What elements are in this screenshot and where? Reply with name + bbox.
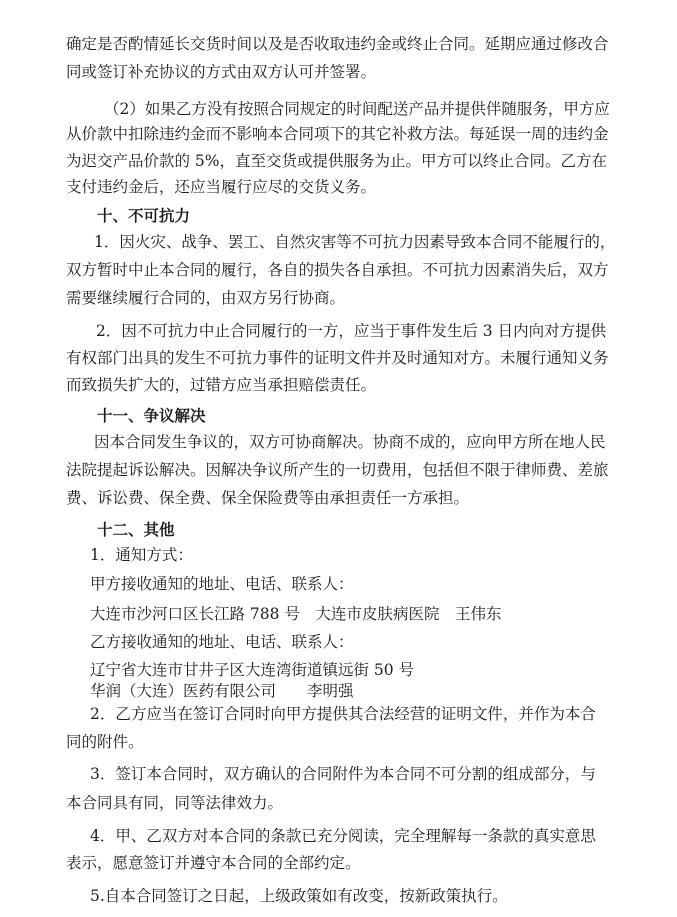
section-heading: 十二、其他 [97, 520, 175, 539]
text-line: 1．通知方式： [90, 546, 193, 564]
text-line: 1．因火灾、战争、罢工、自然灾害等不可抗力因素导致本合同不能履行的， [94, 233, 616, 251]
text-line: 2．因不可抗力中止合同履行的一方，应当于事件发生后 3 日内向对方提供 [96, 322, 607, 340]
text-line: 4．甲、乙双方对本合同的条款已充分阅读，完全理解每一条款的真实意思 [90, 827, 596, 845]
text-line: 5.自本合同签订之日起，上级政策如有改变，按新政策执行。 [90, 887, 508, 905]
text-line: 乙方接收通知的地址、电话、联系人： [90, 633, 354, 651]
text-line: 而致损失扩大的，过错方应当承担赔偿责任。 [66, 376, 377, 394]
text-line: 从价款中扣除违约金而不影响本合同项下的其它补救方法。每延误一周的违约金 [66, 125, 609, 143]
text-line: 辽宁省大连市甘井子区大连湾街道镇远街 50 号 [90, 661, 415, 679]
section-heading: 十、不可抗力 [97, 206, 191, 225]
text-line: 华润（大连）医药有限公司 李明强 [90, 682, 354, 700]
text-line: 确定是否酌情延长交货时间以及是否收取违约金或终止合同。延期应通过修改合 [66, 35, 609, 53]
text-line: 需要继续履行合同的，由双方另行协商。 [66, 289, 346, 307]
text-line: 本合同具有同，同等法律效力。 [66, 794, 284, 812]
text-line: 费、诉讼费、保全费、保全保险费等由承担责任一方承担。 [66, 489, 470, 507]
text-line: 有权部门出具的发生不可抗力事件的证明文件并及时通知对方。未履行通知义务 [66, 349, 609, 367]
section-heading: 十一、争议解决 [97, 406, 206, 425]
text-line: 支付违约金后，还应当履行应尽的交货义务。 [66, 178, 377, 196]
text-line: 同或签订补充协议的方式由双方认可并签署。 [66, 63, 377, 81]
text-line: 大连市沙河口区长江路 788 号 大连市皮肤病医院 王伟东 [90, 605, 502, 623]
text-line: 表示，愿意签订并遵守本合同的全部约定。 [66, 854, 361, 872]
text-line: 法院提起诉讼解决。因解决争议所产生的一切费用，包括但不限于律师费、差旅 [66, 461, 609, 479]
text-line: 为迟交产品价款的 5%，直至交货或提供服务为止。甲方可以终止合同。乙方在 [66, 152, 608, 170]
text-line: 3．签订本合同时，双方确认的合同附件为本合同不可分割的组成部分，与 [90, 765, 596, 783]
text-line: 2．乙方应当在签订合同时向甲方提供其合法经营的证明文件，并作为本合 [90, 705, 596, 723]
text-line: 同的附件。 [66, 733, 144, 751]
text-line: （2）如果乙方没有按照合同规定的时间配送产品并提供伴随服务，甲方应 [104, 100, 610, 118]
text-line: 甲方接收通知的地址、电话、联系人： [90, 575, 354, 593]
text-line: 双方暂时中止本合同的履行，各自的损失各自承担。不可抗力因素消失后，双方 [66, 261, 609, 279]
text-line: 因本合同发生争议的，双方可协商解决。协商不成的，应向甲方所在地人民 [94, 433, 606, 451]
